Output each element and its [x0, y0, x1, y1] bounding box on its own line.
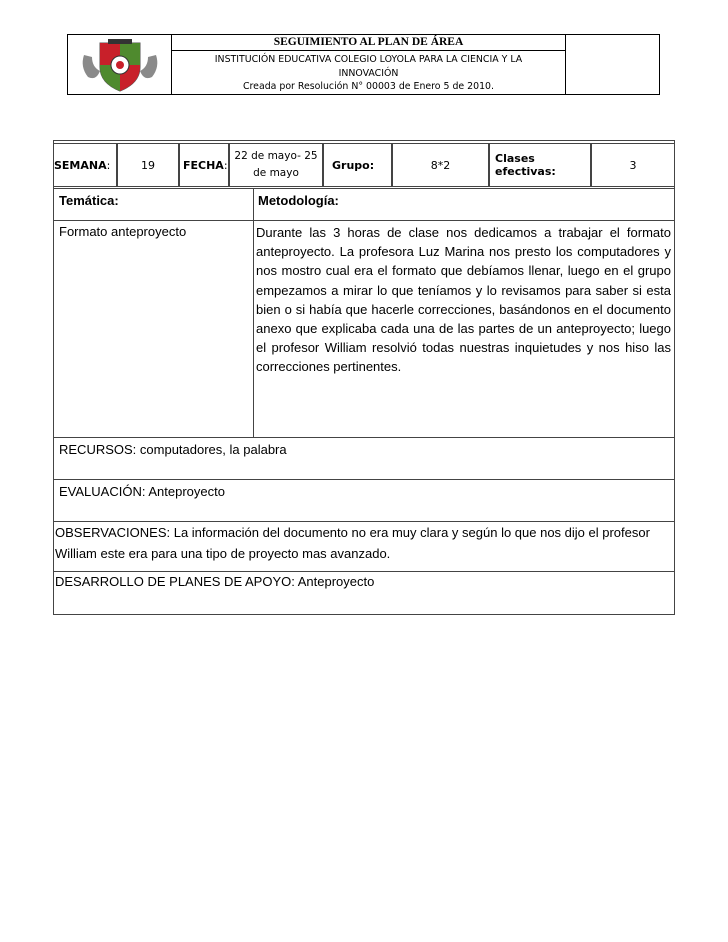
week-row — [54, 141, 674, 189]
fecha-colon: : — [223, 158, 228, 172]
institution-info — [172, 51, 565, 94]
fecha-label-cell — [179, 143, 229, 187]
logo-cell — [68, 35, 172, 94]
fecha-label: FECHA — [183, 158, 224, 172]
title-cell — [172, 35, 566, 94]
desarrollo-text: DESARROLLO DE PLANES DE APOYO: Anteproyecto — [55, 574, 375, 589]
evaluacion-text: EVALUACIÓN: Anteproyecto — [59, 484, 225, 499]
fecha-value: 22 de mayo- 25 de mayo — [229, 143, 323, 187]
document-header — [67, 34, 660, 95]
recursos-row — [54, 438, 674, 480]
content-row — [54, 221, 674, 438]
resolution-line: Creada por Resolución N° 00003 de Enero 5 de 2010. — [242, 81, 494, 92]
plan-table — [53, 140, 675, 615]
column-divider — [253, 189, 254, 438]
labels-row — [54, 189, 674, 221]
tematica-value: Formato anteproyecto — [59, 224, 187, 239]
clases-value: 3 — [591, 143, 674, 187]
metodologia-label: Metodología: — [258, 193, 339, 208]
form-title: SEGUIMIENTO AL PLAN DE ÁREA — [172, 35, 565, 51]
semana-label: SEMANA — [54, 158, 107, 172]
evaluacion-row — [54, 480, 674, 522]
semana-label-cell — [54, 143, 117, 187]
metodologia-value: Durante las 3 horas de clase nos dedicamos a trabajar el formato anteproyecto. La profesora Luz Marina nos presto los computadores y nos mostro cual era el formato que debíamos llenar, luego en el grupo empezamos a mirar lo que teníamos y lo revisamos para saber si esta bien o si había que hacerle correcciones, basándonos en el documento anexo que explicaba cada una de las partes de un anteproyecto; luego el profesor William resolvió todas nuestras inquietudes y nos hiso las correcciones pertinentes. — [256, 225, 671, 375]
tematica-label: Temática: — [59, 193, 119, 208]
institution-line-2: INNOVACIÓN — [338, 67, 399, 79]
semana-colon: : — [106, 158, 111, 172]
institution-line-1: INSTITUCIÓN EDUCATIVA COLEGIO LOYOLA PARA LA CIENCIA Y LA — [214, 54, 523, 65]
semana-value: 19 — [117, 143, 179, 187]
grupo-value: 8*2 — [392, 143, 489, 187]
grupo-label: Grupo: — [323, 143, 392, 187]
observaciones-row — [54, 522, 674, 572]
header-blank-cell — [566, 35, 659, 94]
recursos-text: RECURSOS: computadores, la palabra — [59, 442, 287, 457]
clases-label: Clases efectivas: — [489, 143, 591, 187]
observaciones-text: OBSERVACIONES: La información del documento no era muy clara y según lo que nos dijo el profesor William este era para una tipo de proyecto mas avanzado. — [55, 525, 650, 561]
school-crest-icon — [78, 37, 162, 93]
desarrollo-row — [54, 572, 674, 614]
